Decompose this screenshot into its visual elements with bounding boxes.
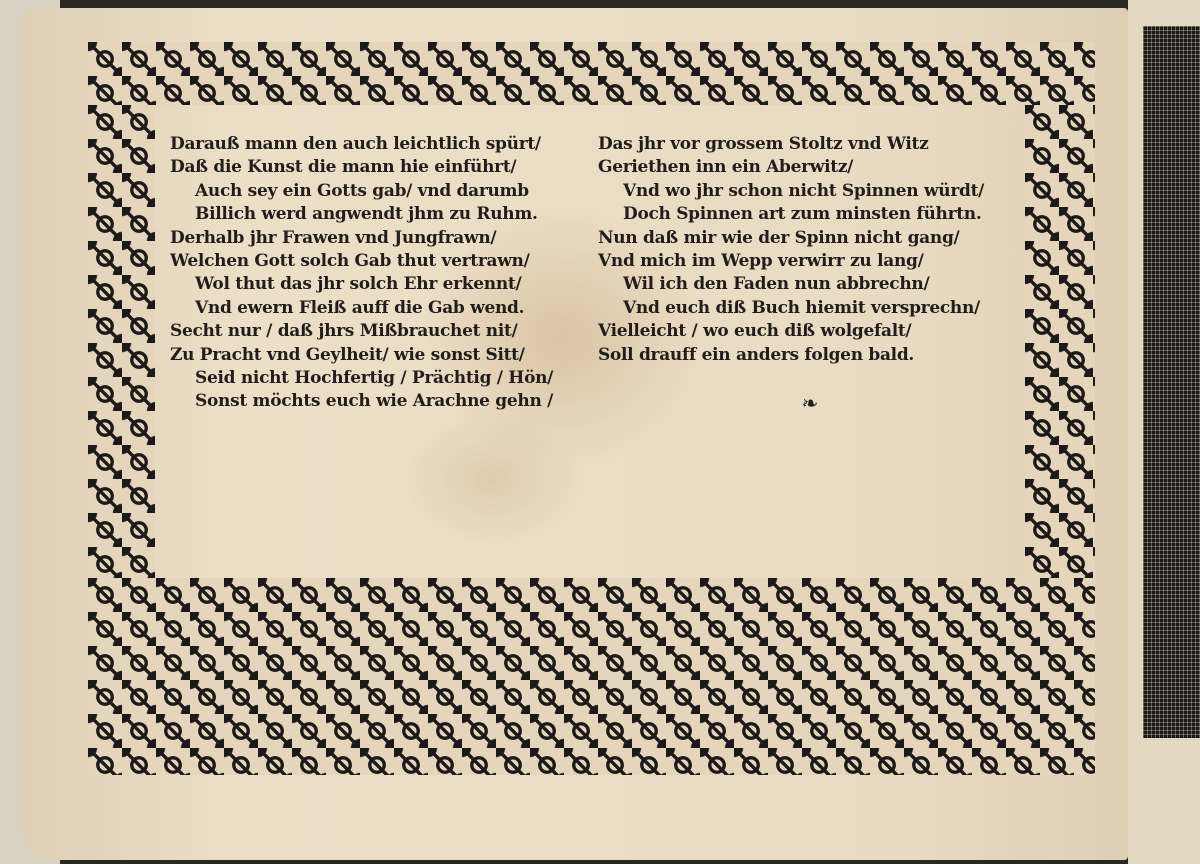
verse-line: Vnd mich im Wepp verwirr zu lang/ <box>598 250 924 271</box>
ornamental-border-top <box>88 42 1095 105</box>
verse-line: Doch Spinnen art zum minsten führtn. <box>623 204 982 225</box>
verse-line: Seid nicht Hochfertig / Prächtig / Hön/ <box>195 367 554 388</box>
verse-line: Derhalb jhr Frawen vnd Jungfrawn/ <box>170 227 497 248</box>
verse-line: Auch sey ein Gotts gab/ vnd darumb <box>195 180 529 201</box>
verse-line: Daß die Kunst die mann hie einführt/ <box>170 157 517 178</box>
verse-column-right <box>598 134 984 368</box>
verse-line: Vnd wo jhr schon nicht Spinnen würdt/ <box>623 180 985 201</box>
verse-line: Geriethen inn ein Aberwitz/ <box>598 157 854 178</box>
verse-line: Vielleicht / wo euch diß wolgefalt/ <box>598 321 912 342</box>
fleuron-ornament-icon: ❧ <box>801 391 819 415</box>
verse-line: Vnd ewern Fleiß auff die Gab wend. <box>195 297 525 318</box>
verse-line: Wil ich den Faden nun abbrechn/ <box>623 274 930 295</box>
verse-line: Secht nur / daß jhrs Mißbrauchet nit/ <box>170 321 518 342</box>
verse-column-left <box>170 134 553 415</box>
verse-line: Nun daß mir wie der Spinn nicht gang/ <box>598 227 960 248</box>
verse-line: Sonst möchts euch wie Arachne gehn / <box>195 391 554 412</box>
verse-line: Das jhr vor grossem Stoltz vnd Witz <box>598 134 929 154</box>
ornamental-border-bottom <box>88 578 1095 775</box>
ornamental-border-left <box>88 105 155 578</box>
verse-line: Billich werd angwendt jhm zu Ruhm. <box>195 204 538 225</box>
verse-line: Welchen Gott solch Gab thut vertrawn/ <box>170 250 530 271</box>
facing-page-pattern <box>1143 26 1200 738</box>
verse-line: Darauß mann den auch leichtlich spürt/ <box>170 134 541 154</box>
verse-line: Vnd euch diß Buch hiemit versprechn/ <box>623 297 980 318</box>
verse-line: Zu Pracht vnd Geylheit/ wie sonst Sitt/ <box>170 344 525 365</box>
verse-line: Wol thut das jhr solch Ehr erkennt/ <box>195 274 522 295</box>
verse-line: Soll drauff ein anders folgen bald. <box>598 344 915 365</box>
ornamental-border-right <box>1025 105 1095 578</box>
